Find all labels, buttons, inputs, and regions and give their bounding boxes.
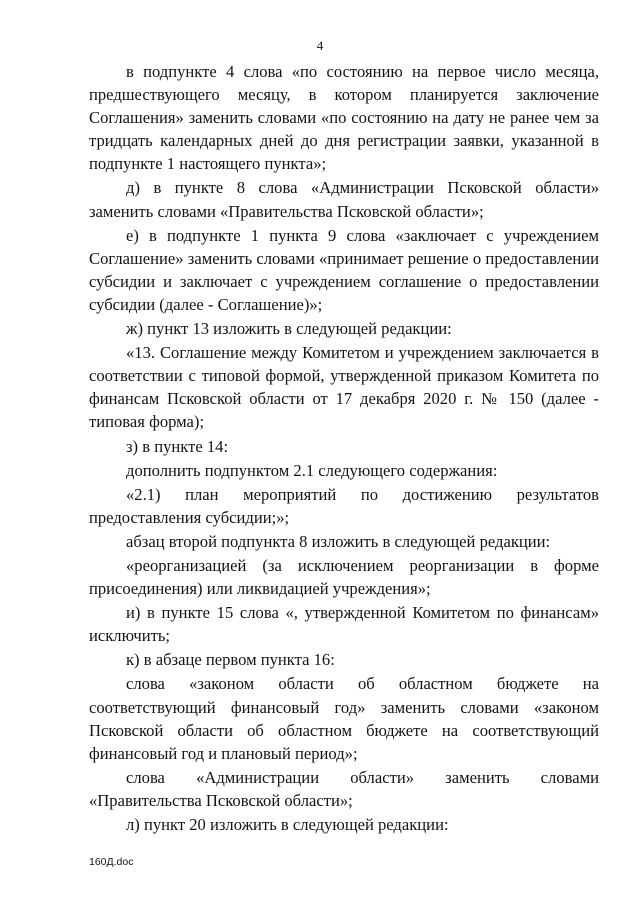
paragraph-e: е) в подпункте 1 пункта 9 слова «заключает с учреждением Соглашение» заменить словами «принимает решение о предоставлении субсидии и заключает с учреждением соглашение о предоставлении субсидии (далее - Соглашение)»; <box>89 225 599 314</box>
paragraph-abzac-8: абзац второй подпункта 8 изложить в следующей редакции: <box>126 531 551 551</box>
paragraph-subpoint-4: в подпункте 4 слова «по состоянию на первое число месяца, предшествующего месяцу, в котором планируется заключение Соглашения» заменить словами «по состоянию на дату не ранее чем за тридцать календарных дней до дня регистрации заявки, указанной в подпункте 1 настоящего пункта»; <box>89 62 599 174</box>
paragraph-add-subpoint: дополнить подпунктом 2.1 следующего содержания: <box>126 460 498 480</box>
page-number: 4 <box>316 38 324 53</box>
paragraph-zh: ж) пункт 13 изложить в следующей редакции: <box>126 319 452 339</box>
paragraph-l: л) пункт 20 изложить в следующей редакции: <box>126 815 449 834</box>
paragraph-z: з) в пункте 14: <box>126 436 229 456</box>
paragraph-point-13: «13. Соглашение между Комитетом и учреждением заключается в соответствии с типовой формой, утвержденной приказом Комитета по финансам Псковской области от 17 декабря 2020 г. № 150 (далее - типовая форма); <box>89 343 599 432</box>
document-body <box>89 60 599 836</box>
footer-filename: 160Д.doc <box>89 856 134 868</box>
paragraph-k: к) в абзаце первом пункта 16: <box>126 650 335 670</box>
paragraph-reorganization: «реорганизацией (за исключением реорганизации в форме присоединения) или ликвидацией учреждения»; <box>89 555 599 599</box>
paragraph-i: и) в пункте 15 слова «, утвержденной Комитетом по финансам» исключить; <box>89 603 599 646</box>
paragraph-d: д) в пункте 8 слова «Администрации Псковской области» заменить словами «Правительства Псковской области»; <box>89 178 599 221</box>
paragraph-administration-words: слова «Администрации области» заменить словами «Правительства Псковской области»; <box>89 767 599 810</box>
paragraph-subpoint-2-1: «2.1) план мероприятий по достижению результатов предоставления субсидии;»; <box>89 484 599 527</box>
paragraph-law-words: слова «законом области об областном бюджете на соответствующий финансовый год» заменить словами «законом Псковской области об областном бюджете на соответствующий финансовый год и плановый период»; <box>89 674 599 763</box>
